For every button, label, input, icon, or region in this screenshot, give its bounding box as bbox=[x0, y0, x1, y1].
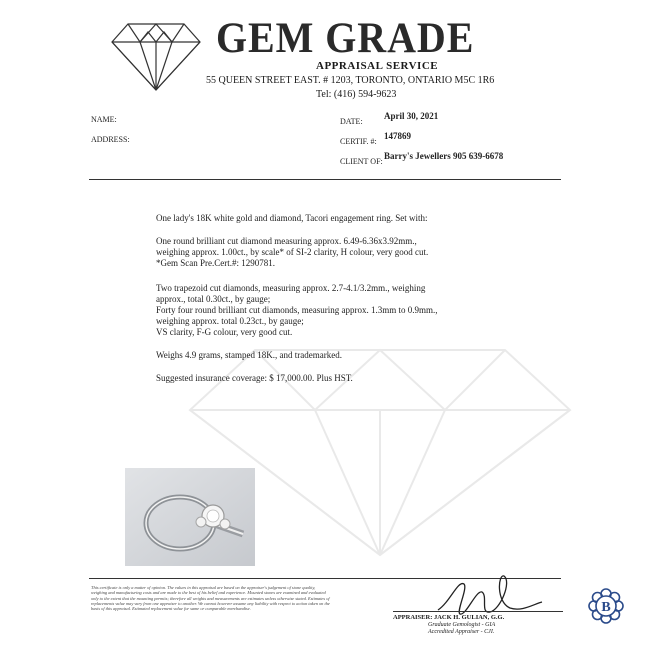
header-divider bbox=[89, 179, 561, 180]
certificate-number-value: 147869 bbox=[384, 131, 411, 141]
description-line: weighing approx. 1.00ct., by scale* of SI-2 clarity, H colour, very good cut. bbox=[156, 247, 429, 257]
center-stone-description bbox=[156, 236, 536, 269]
description-line: *Gem Scan Pre.Cert.#: 1290781. bbox=[156, 258, 275, 268]
client-label: CLIENT OF: bbox=[340, 157, 383, 166]
description-line: approx., total 0.30ct., by gauge; bbox=[156, 294, 271, 304]
appraiser-credential: Graduate Gemologist - GIA bbox=[428, 622, 496, 628]
description-line: VS clarity, F-G colour, very good cut. bbox=[156, 327, 293, 337]
date-label: DATE: bbox=[340, 117, 363, 126]
company-address: 55 QUEEN STREET EAST. # 1203, TORONTO, ONTARIO M5C 1R6 bbox=[206, 75, 495, 86]
description-intro: One lady's 18K white gold and diamond, Tacori engagement ring. Set with: bbox=[156, 213, 428, 223]
address-label: ADDRESS: bbox=[91, 135, 130, 144]
svg-text:B: B bbox=[601, 600, 611, 615]
side-stones-description bbox=[156, 283, 536, 338]
name-label: NAME: bbox=[91, 115, 117, 124]
description-line: weighing approx. total 0.23ct., by gauge; bbox=[156, 316, 304, 326]
certificate-number-label: CERTIF. #: bbox=[340, 137, 377, 146]
date-value: April 30, 2021 bbox=[384, 111, 439, 121]
disclaimer-text: This certificate is only a matter of opinion. The values in this appraisal are based on the appraiser's judgement of stone quality, weighing and manufacturing costs and are made to the best of his belief and experience. Mounted stones are examined and evaluated only to the extent that the mounting permits; therefore all weights and measurements are estimates unless otherwise stated. Estimates of replacements value may vary from one appraiser to another. We cannot however assume any liability with respect to action taken on the basis of this appraisal. Estimated replacement value for same or comparable merchandise. bbox=[91, 585, 330, 612]
weight-description: Weighs 4.9 grams, stamped 18K., and trademarked. bbox=[156, 350, 342, 360]
company-phone: Tel: (416) 594-9623 bbox=[316, 89, 397, 100]
brand-title: GEM GRADE bbox=[216, 15, 475, 62]
ring-photo bbox=[125, 468, 255, 566]
appraiser-name: APPRAISER: JACK H. GULIAN, G.G. bbox=[393, 614, 505, 621]
description-line: One round brilliant cut diamond measuring approx. 6.49-6.36x3.92mm., bbox=[156, 236, 417, 246]
description-line: Forty four round brilliant cut diamonds, measuring approx. 1.3mm to 0.9mm., bbox=[156, 305, 438, 315]
signature-line bbox=[393, 611, 563, 612]
service-subtitle: APPRAISAL SERVICE bbox=[316, 60, 439, 72]
insurance-coverage: Suggested insurance coverage: $ 17,000.00. Plus HST. bbox=[156, 373, 353, 383]
diamond-logo-icon bbox=[110, 20, 202, 92]
client-value: Barry's Jewellers 905 639-6678 bbox=[384, 151, 504, 161]
description-line: Two trapezoid cut diamonds, measuring approx. 2.7-4.1/3.2mm., weighing bbox=[156, 283, 426, 293]
b-monogram-badge-icon bbox=[588, 588, 624, 624]
appraiser-credential: Accredited Appraiser - CJI. bbox=[428, 629, 495, 635]
